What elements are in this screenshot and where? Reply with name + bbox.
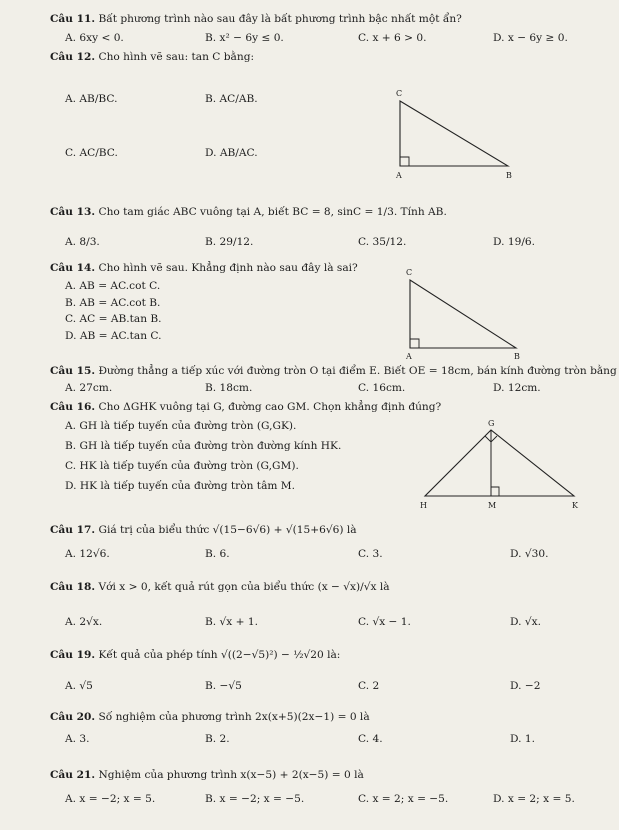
q21-option-b[interactable]: B. x = −2; x = −5. — [205, 793, 305, 805]
q19-option-a[interactable]: A. √5 — [65, 680, 93, 692]
q20-stem — [50, 711, 370, 724]
q21-option-c[interactable]: C. x = 2; x = −5. — [358, 793, 449, 805]
q16-vertex-k: K — [572, 501, 578, 510]
q21-stem — [50, 769, 364, 782]
q15-option-d[interactable]: D. 12cm. — [493, 382, 541, 394]
q16-triangle — [425, 430, 574, 496]
q11-option-c[interactable]: C. x + 6 > 0. — [358, 32, 427, 44]
q12-vertex-b: B — [506, 171, 512, 180]
q14-vertex-c: C — [406, 268, 413, 277]
q17-label: Câu 17. — [50, 524, 96, 536]
q17-option-d[interactable]: D. √30. — [510, 548, 549, 560]
q12-right-triangle-figure — [390, 86, 520, 182]
q12-label: Câu 12. — [50, 51, 96, 63]
q20-option-b[interactable]: B. 2. — [205, 733, 230, 745]
q16-option-d[interactable]: D. HK là tiếp tuyến của đường tròn tâm M. — [65, 480, 296, 492]
q17-option-b[interactable]: B. 6. — [205, 548, 230, 560]
q19-option-d[interactable]: D. −2 — [510, 680, 541, 692]
q17-option-a[interactable]: A. 12√6. — [65, 548, 110, 560]
q15-label: Câu 15. — [50, 365, 96, 377]
q21-label: Câu 21. — [50, 769, 96, 781]
q12-right-angle-mark — [400, 157, 409, 166]
q21-text: Nghiệm của phương trình x(x−5) + 2(x−5) = 0 là — [98, 769, 364, 781]
q13-option-d[interactable]: D. 19/6. — [493, 236, 536, 248]
q11-label: Câu 11. — [50, 13, 96, 25]
q14-vertex-b: B — [514, 352, 520, 361]
q20-text: Số nghiệm của phương trình 2x(x+5)(2x−1) = 0 là — [98, 711, 370, 723]
q12-stem — [50, 51, 254, 64]
q11-option-a[interactable]: A. 6xy < 0. — [65, 32, 124, 44]
q18-option-c[interactable]: C. √x − 1. — [358, 616, 411, 628]
q18-stem — [50, 581, 390, 594]
q20-option-d[interactable]: D. 1. — [510, 733, 535, 745]
q14-option-a[interactable]: A. AB = AC.cot C. — [65, 280, 161, 292]
q13-text: Cho tam giác ABC vuông tại A, biết BC = 8, sinC = 1/3. Tính AB. — [98, 206, 447, 218]
q15-option-a[interactable]: A. 27cm. — [65, 382, 113, 394]
q16-text: Cho ΔGHK vuông tại G, đường cao GM. Chọn khẳng định đúng? — [98, 401, 442, 413]
q12-vertex-c: C — [396, 89, 403, 98]
q18-label: Câu 18. — [50, 581, 96, 593]
q21-option-a[interactable]: A. x = −2; x = 5. — [65, 793, 156, 805]
q12-option-d[interactable]: D. AB/AC. — [205, 147, 258, 159]
q18-option-d[interactable]: D. √x. — [510, 616, 541, 628]
q14-right-triangle-figure — [398, 262, 528, 362]
q11-text: Bất phương trình nào sau đây là bất phương trình bậc nhất một ẩn? — [98, 13, 462, 25]
q14-vertex-a: A — [406, 352, 412, 361]
q14-right-angle-mark — [410, 339, 419, 348]
q12-option-b[interactable]: B. AC/AB. — [205, 93, 258, 105]
q11-option-d[interactable]: D. x − 6y ≥ 0. — [493, 32, 568, 44]
q17-text: Giá trị của biểu thức √(15−6√6) + √(15+6√6) là — [98, 524, 357, 536]
q15-stem — [50, 365, 617, 378]
q19-stem — [50, 649, 340, 662]
q13-label: Câu 13. — [50, 206, 96, 218]
q14-label: Câu 14. — [50, 262, 96, 274]
q16-stem — [50, 401, 441, 414]
q17-stem — [50, 524, 357, 537]
q20-option-c[interactable]: C. 4. — [358, 733, 383, 745]
q18-text: Với x > 0, kết quả rút gọn của biểu thức (x − √x)/√x là — [98, 581, 390, 593]
q16-option-c[interactable]: C. HK là tiếp tuyến của đường tròn (G,GM). — [65, 460, 299, 472]
q11-stem — [50, 13, 462, 26]
q14-option-d[interactable]: D. AB = AC.tan C. — [65, 330, 162, 342]
q13-stem — [50, 206, 447, 219]
q16-vertex-m: M — [488, 501, 497, 510]
q17-option-c[interactable]: C. 3. — [358, 548, 383, 560]
q16-right-angle-mark-m — [491, 487, 499, 496]
q16-option-a[interactable]: A. GH là tiếp tuyến của đường tròn (G,GK). — [65, 420, 297, 432]
q13-option-a[interactable]: A. 8/3. — [65, 236, 100, 248]
q19-label: Câu 19. — [50, 649, 96, 661]
q16-label: Câu 16. — [50, 401, 96, 413]
q12-vertex-a: A — [396, 171, 402, 180]
q20-option-a[interactable]: A. 3. — [65, 733, 90, 745]
q12-option-c[interactable]: C. AC/BC. — [65, 147, 118, 159]
q14-triangle — [410, 280, 516, 348]
q19-option-b[interactable]: B. −√5 — [205, 680, 242, 692]
q14-option-b[interactable]: B. AB = AC.cot B. — [65, 297, 161, 309]
q19-option-c[interactable]: C. 2 — [358, 680, 380, 692]
q12-option-a[interactable]: A. AB/BC. — [65, 93, 118, 105]
q14-stem — [50, 262, 358, 275]
q11-option-b[interactable]: B. x² − 6y ≤ 0. — [205, 32, 284, 44]
q13-option-c[interactable]: C. 35/12. — [358, 236, 407, 248]
q18-option-a[interactable]: A. 2√x. — [65, 616, 103, 628]
q14-text: Cho hình vẽ sau. Khẳng định nào sau đây là sai? — [98, 262, 358, 274]
q18-option-b[interactable]: B. √x + 1. — [205, 616, 258, 628]
q15-option-b[interactable]: B. 18cm. — [205, 382, 253, 394]
q13-option-b[interactable]: B. 29/12. — [205, 236, 254, 248]
q16-triangle-altitude-figure — [416, 416, 586, 514]
q16-option-b[interactable]: B. GH là tiếp tuyến của đường tròn đường kính HK. — [65, 440, 342, 452]
q20-label: Câu 20. — [50, 711, 96, 723]
q15-text: Đường thẳng a tiếp xúc với đường tròn O tại điểm E. Biết OE = 18cm, bán kính đường tròn bằng — [98, 365, 617, 377]
q12-text: Cho hình vẽ sau: tan C bằng: — [98, 51, 255, 63]
q16-vertex-g: G — [488, 419, 495, 428]
q16-vertex-h: H — [420, 501, 427, 510]
q12-triangle — [400, 101, 508, 166]
q21-option-d[interactable]: D. x = 2; x = 5. — [493, 793, 575, 805]
q19-text: Kết quả của phép tính √((2−√5)²) − ½√20 là: — [98, 649, 341, 661]
q15-option-c[interactable]: C. 16cm. — [358, 382, 406, 394]
q14-option-c[interactable]: C. AC = AB.tan B. — [65, 313, 162, 325]
